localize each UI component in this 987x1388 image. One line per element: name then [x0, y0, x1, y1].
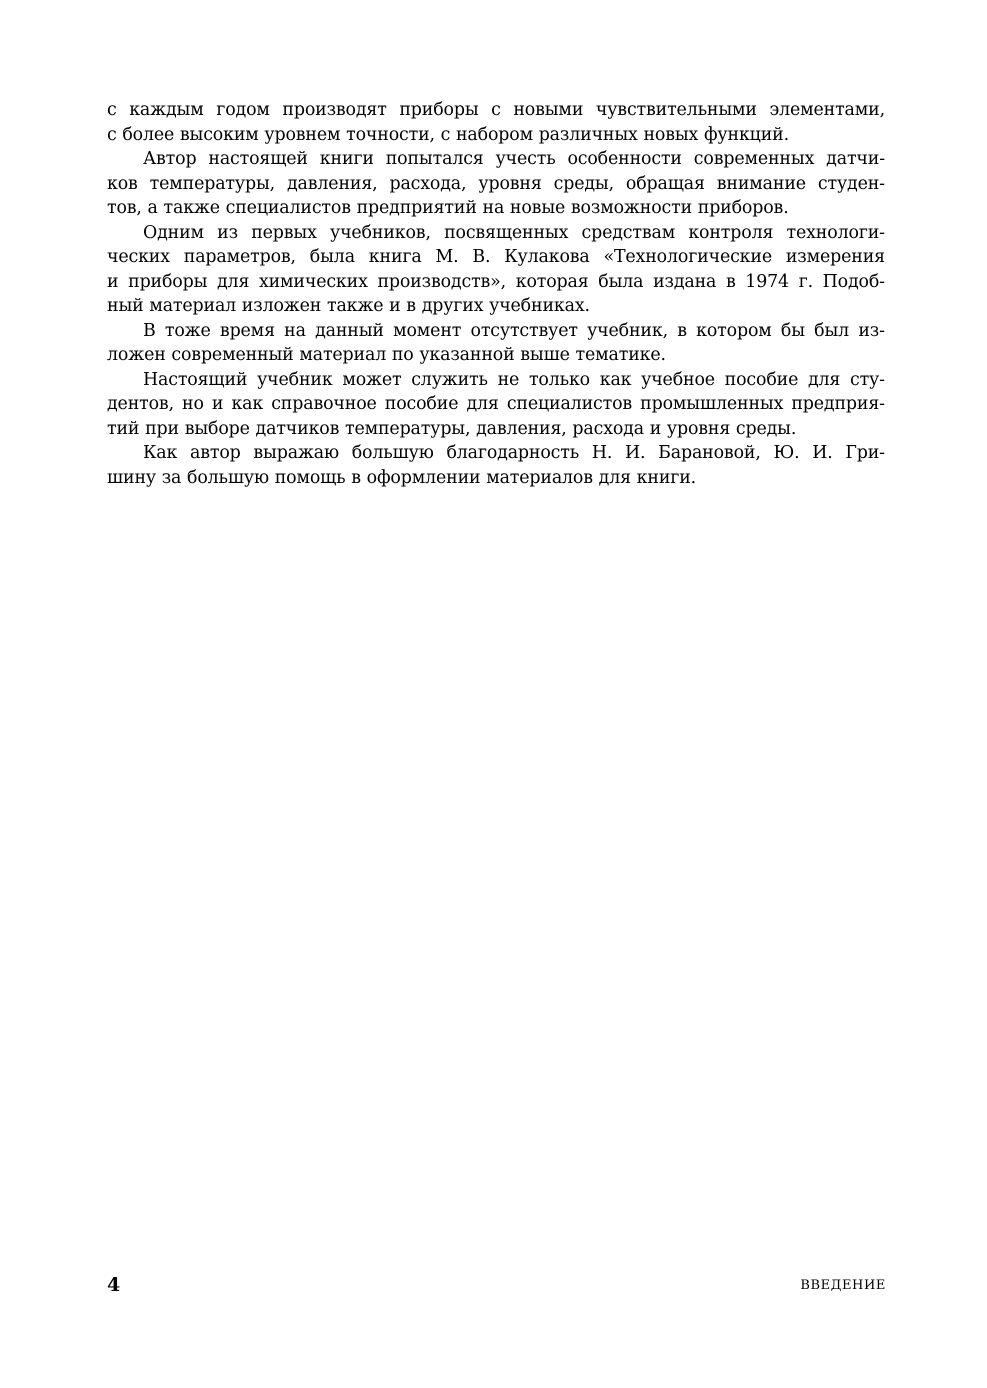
text-line: тий при выборе датчиков температуры, давления, расхода и уровня среды.	[107, 418, 797, 439]
text-line: ный материал изложен также и в других учебниках.	[107, 296, 590, 316]
paragraph	[107, 441, 885, 490]
text-line: ческих параметров, была книга М. В. Кулакова «Технологические измерения	[107, 247, 885, 267]
text-line: дентов, но и как справочное пособие для специалистов промышленных предприя-	[107, 394, 885, 414]
text-line: В тоже время на данный момент отсутствует учебник, в котором бы был из-	[143, 320, 885, 341]
paragraph	[107, 147, 885, 221]
running-footer-title: ВВЕДЕНИЕ	[800, 1278, 886, 1293]
text-line: тов, а также специалистов предприятий на новые возможности приборов.	[107, 198, 789, 218]
page-number: 4	[107, 1274, 121, 1296]
text-line: Как автор выражаю большую благодарность Н. И. Барановой, Ю. И. Гри-	[143, 443, 885, 463]
text-line: и приборы для химических производств», которая была издана в 1974 г. Подоб-	[107, 271, 885, 292]
text-line: с каждым годом производят приборы с новыми чувствительными элементами,	[107, 100, 885, 120]
paragraph	[107, 98, 885, 147]
text-line: Настоящий учебник может служить не только как учебное пособие для сту-	[143, 369, 885, 390]
paragraph	[107, 368, 885, 442]
paragraph	[107, 319, 885, 368]
paragraph	[107, 221, 885, 319]
body-text	[107, 98, 885, 490]
text-line: ков температуры, давления, расхода, уровня среды, обращая внимание студен-	[107, 173, 885, 194]
text-line: Одним из первых учебников, посвященных средствам контроля технологи-	[143, 222, 885, 243]
text-line: ложен современный материал по указанной выше тематике.	[107, 345, 666, 365]
text-line: Автор настоящей книги попытался учесть особенности современных датчи-	[143, 149, 885, 169]
text-line: шину за большую помощь в оформлении материалов для книги.	[107, 467, 697, 488]
text-line: с более высоким уровнем точности, с набором различных новых функций.	[107, 124, 789, 145]
